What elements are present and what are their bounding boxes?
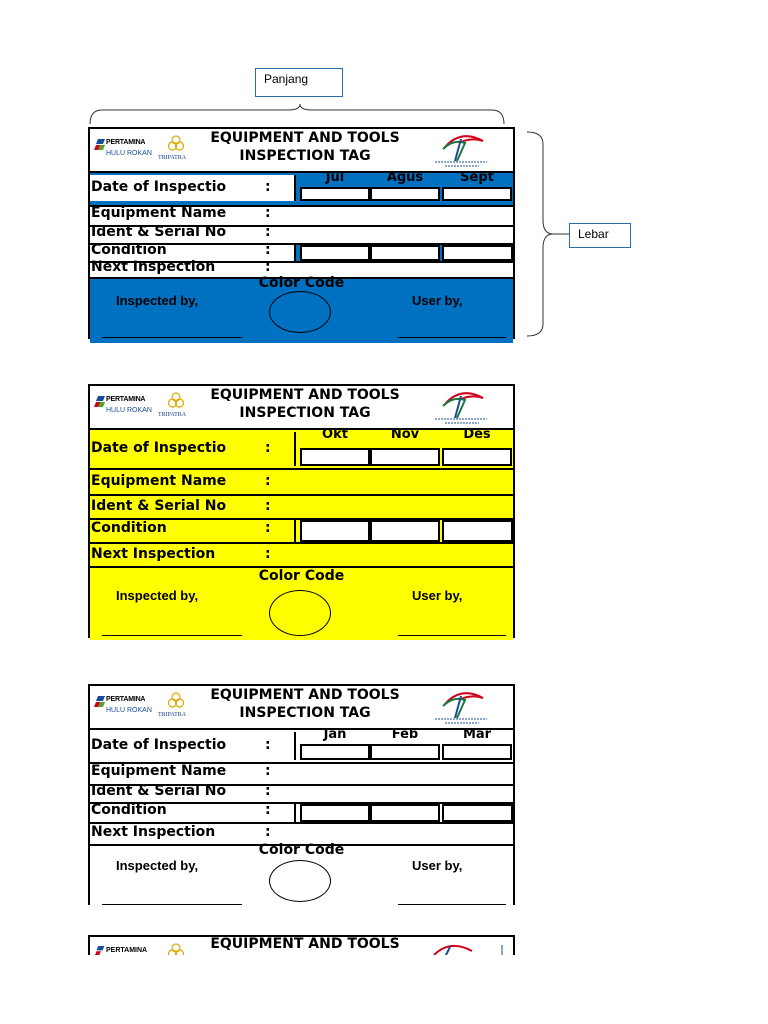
condition-input[interactable] <box>370 804 440 822</box>
next-inspection-label: Next Inspection <box>91 824 216 840</box>
condition-label: Condition <box>91 242 167 258</box>
equipment-label: Equipment Name <box>91 473 227 489</box>
month-input[interactable] <box>370 448 440 466</box>
month-label: Jul <box>325 170 345 185</box>
month-input[interactable] <box>300 187 370 201</box>
month-label: Jan <box>323 727 347 742</box>
color-code-section <box>90 568 513 640</box>
user-signature-line <box>398 904 506 905</box>
inspection-tag-blue <box>88 127 515 339</box>
condition-input[interactable] <box>300 245 370 261</box>
user-by-label: User by, <box>412 858 463 873</box>
condition-colon: : <box>265 242 271 258</box>
tag-title <box>185 386 425 422</box>
condition-colon: : <box>265 802 271 818</box>
date-label: Date of Inspectio <box>91 179 227 195</box>
pertamina-mark-icon <box>94 946 106 955</box>
month-cell <box>370 727 440 760</box>
tripatra-logo-text: TRIPATRA <box>158 412 187 418</box>
month-cell <box>370 427 440 466</box>
condition-row <box>90 804 513 824</box>
color-code-title: Color Code <box>258 842 345 858</box>
color-code-circle <box>269 291 331 333</box>
tag-title-line-1: EQUIPMENT AND TOOLS <box>210 130 400 146</box>
client-logo <box>431 131 493 169</box>
pertamina-logo <box>94 394 156 422</box>
tag-title-line-1: EQUIPMENT AND TOOLS <box>210 936 400 952</box>
month-label: Sept <box>460 170 494 185</box>
month-label: Mar <box>462 727 492 742</box>
pertamina-mark-icon <box>94 396 106 412</box>
condition-input[interactable] <box>442 804 513 822</box>
pertamina-logo <box>94 694 156 722</box>
inspector-signature-line <box>102 904 242 905</box>
condition-input[interactable] <box>442 520 513 542</box>
month-cell <box>442 427 512 466</box>
month-cell <box>442 170 512 203</box>
tripatra-logo-text: TRIPATRA <box>158 712 187 718</box>
next-inspection-label: Next Inspection <box>91 546 216 562</box>
month-label: Nov <box>390 427 420 442</box>
color-code-section <box>90 275 513 343</box>
condition-input[interactable] <box>300 804 370 822</box>
month-cell <box>442 727 512 760</box>
width-label: Lebar <box>578 227 609 241</box>
width-annotation <box>569 223 631 248</box>
month-cell <box>300 427 370 466</box>
ident-colon: : <box>265 224 271 240</box>
date-colon: : <box>265 440 271 456</box>
user-by-label: User by, <box>412 588 463 603</box>
condition-input[interactable] <box>300 520 370 542</box>
date-colon: : <box>265 737 271 753</box>
user-signature-line <box>398 635 506 636</box>
ident-label: Ident & Serial No <box>91 498 227 514</box>
color-code-circle <box>269 590 331 636</box>
tag-header <box>90 686 513 730</box>
next-inspection-colon: : <box>265 824 271 840</box>
tag-title <box>185 129 425 165</box>
next-inspection-colon: : <box>265 259 271 275</box>
inspector-signature-line <box>102 337 242 338</box>
month-cell <box>300 170 370 203</box>
month-input[interactable] <box>300 744 370 760</box>
month-input[interactable] <box>300 448 370 466</box>
date-colon: : <box>265 179 271 195</box>
ident-colon: : <box>265 783 271 799</box>
next-inspection-label: Next Inspection <box>91 259 216 275</box>
tag-title <box>185 686 425 722</box>
date-label-box <box>90 175 296 201</box>
hulu-rokan-text: HULU ROKAN <box>106 407 152 414</box>
inspected-by-label: Inspected by, <box>116 293 199 308</box>
month-input[interactable] <box>442 187 512 201</box>
date-label: Date of Inspectio <box>91 440 227 456</box>
inspected-by-label: Inspected by, <box>116 858 199 873</box>
tripatra-mark-icon <box>168 135 184 153</box>
hulu-rokan-text: HULU ROKAN <box>106 707 152 714</box>
pertamina-mark-icon <box>94 696 106 712</box>
color-code-section <box>90 842 513 909</box>
month-input[interactable] <box>442 448 512 466</box>
condition-label: Condition <box>91 520 167 536</box>
length-annotation <box>255 68 343 97</box>
condition-label: Condition <box>91 802 167 818</box>
pertamina-logo-text: PERTAMINA <box>106 696 146 703</box>
next-inspection-colon: : <box>265 546 271 562</box>
condition-row <box>90 520 513 544</box>
month-label: Des <box>463 427 491 442</box>
pertamina-mark-icon <box>94 139 106 155</box>
inspection-tag-yellow <box>88 384 515 638</box>
client-logo <box>430 941 510 955</box>
month-cell <box>300 727 370 760</box>
condition-input[interactable] <box>370 520 440 542</box>
hulu-rokan-text: HULU ROKAN <box>106 150 152 157</box>
ident-colon: : <box>265 498 271 514</box>
pertamina-logo-text: PERTAMINA <box>106 139 146 146</box>
date-label-box <box>90 432 296 466</box>
condition-input[interactable] <box>442 245 513 261</box>
tag-title-line-2: INSPECTION TAG <box>239 705 371 721</box>
equipment-label: Equipment Name <box>91 205 227 221</box>
month-input[interactable] <box>370 744 440 760</box>
pertamina-logo-text: PERTAMINA <box>106 947 148 954</box>
color-code-title: Color Code <box>258 275 345 291</box>
user-signature-line <box>398 337 506 338</box>
user-by-label: User by, <box>412 293 463 308</box>
month-input[interactable] <box>442 744 512 760</box>
equipment-row <box>90 470 513 496</box>
date-row <box>90 427 513 470</box>
ident-label: Ident & Serial No <box>91 224 227 240</box>
length-label: Panjang <box>264 72 309 86</box>
color-code-circle <box>269 860 331 902</box>
pertamina-logo-text: PERTAMINA <box>106 396 146 403</box>
tag-title-line-2: INSPECTION TAG <box>239 148 371 164</box>
ident-row <box>90 496 513 520</box>
tag-title-line-1: EQUIPMENT AND TOOLS <box>210 387 400 403</box>
month-label: Feb <box>391 727 419 742</box>
ident-label: Ident & Serial No <box>91 783 227 799</box>
next-inspection-row <box>90 544 513 568</box>
month-input[interactable] <box>370 187 440 201</box>
condition-label-box <box>90 520 296 542</box>
tag-title-line-1: EQUIPMENT AND TOOLS <box>210 687 400 703</box>
inspected-by-label: Inspected by, <box>116 588 199 603</box>
equipment-colon: : <box>265 473 271 489</box>
condition-colon: : <box>265 520 271 536</box>
tripatra-mark-icon <box>168 692 184 710</box>
tag-header <box>90 129 513 173</box>
equipment-colon: : <box>265 205 271 221</box>
condition-label-box <box>90 804 296 822</box>
condition-input[interactable] <box>370 245 440 261</box>
inspector-signature-line <box>102 635 242 636</box>
date-label-box <box>90 732 296 760</box>
width-bracket <box>525 128 575 340</box>
date-label: Date of Inspectio <box>91 737 227 753</box>
color-code-title: Color Code <box>258 568 345 584</box>
inspection-tag-partial <box>88 935 515 955</box>
equipment-colon: : <box>265 763 271 779</box>
pertamina-logo <box>94 137 156 165</box>
client-logo <box>431 688 493 726</box>
tag-title-line-2: INSPECTION TAG <box>239 405 371 421</box>
inspection-tag-white <box>88 684 515 905</box>
date-row <box>90 727 513 764</box>
month-label: Okt <box>322 427 348 442</box>
client-logo <box>431 388 493 426</box>
tripatra-mark-icon <box>168 392 184 410</box>
tag-header <box>90 386 513 430</box>
length-bracket <box>88 104 506 126</box>
tripatra-mark-icon <box>168 943 184 955</box>
equipment-label: Equipment Name <box>91 763 227 779</box>
month-label: Agus <box>386 170 424 185</box>
tripatra-logo-text: TRIPATRA <box>158 155 187 161</box>
month-cell <box>370 170 440 203</box>
date-row <box>90 170 513 207</box>
